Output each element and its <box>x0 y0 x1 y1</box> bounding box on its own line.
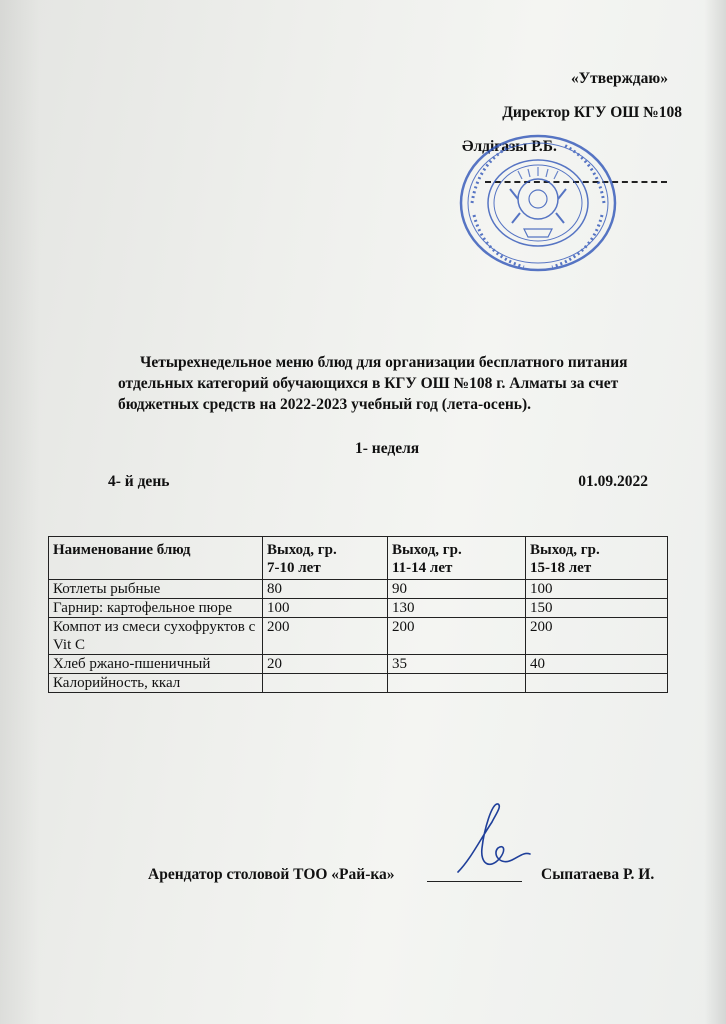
dish-name: Гарнир: картофельное пюре <box>49 599 263 618</box>
director-title: Директор КГУ ОШ №108 <box>502 104 682 121</box>
table-row <box>49 655 668 674</box>
menu-table <box>48 536 668 693</box>
header-cell <box>388 537 526 580</box>
header-line: Выход, гр. <box>267 542 337 558</box>
portion-11-14: 90 <box>388 580 526 599</box>
portion-11-14: 35 <box>388 655 526 674</box>
portion-11-14 <box>388 674 526 693</box>
handwritten-signature-icon <box>450 800 540 880</box>
dish-name: Компот из смеси сухофруктов с Vit C <box>49 618 263 655</box>
portion-7-10 <box>263 674 388 693</box>
lessee-signature-line <box>427 881 522 882</box>
lessee-name: Сыпатаева Р. И. <box>541 866 655 883</box>
header-line: Выход, гр. <box>392 542 462 558</box>
header-age: 11-14 лет <box>392 560 453 576</box>
portion-15-18 <box>526 674 668 693</box>
portion-11-14: 130 <box>388 599 526 618</box>
lessee-label: Арендатор столовой ТОО «Рай-ка» <box>148 866 395 883</box>
week-label: 1- неделя <box>355 440 420 457</box>
table-row <box>49 618 668 655</box>
page-shadow-left <box>0 0 40 1024</box>
portion-15-18: 100 <box>526 580 668 599</box>
header-cell <box>263 537 388 580</box>
portion-15-18: 200 <box>526 618 668 655</box>
date-label: 01.09.2022 <box>578 473 648 490</box>
document-title: Четырехнедельное меню блюд для организации бесплатного питания отдельных категорий обучающихся в КГУ ОШ №108 г. Алматы за счет бюджетных средств на 2022-2023 учебный год (лета-осень). <box>118 354 628 413</box>
table-row <box>49 674 668 693</box>
portion-15-18: 40 <box>526 655 668 674</box>
portion-7-10: 20 <box>263 655 388 674</box>
header-age: 15-18 лет <box>530 560 592 576</box>
table-row <box>49 599 668 618</box>
page-shadow-right <box>704 0 726 1024</box>
official-stamp-icon <box>458 133 618 273</box>
portion-15-18: 150 <box>526 599 668 618</box>
dish-name: Калорийность, ккал <box>49 674 263 693</box>
approval-heading: «Утверждаю» <box>570 70 668 87</box>
dish-name: Котлеты рыбные <box>49 580 263 599</box>
director-name: Әлдіғазы Р.Б. <box>462 138 557 155</box>
dish-name: Хлеб ржано-пшеничный <box>49 655 263 674</box>
portion-7-10: 100 <box>263 599 388 618</box>
day-label: 4- й день <box>108 473 170 490</box>
header-line: Наименование блюд <box>53 542 191 558</box>
portion-7-10: 80 <box>263 580 388 599</box>
portion-11-14: 200 <box>388 618 526 655</box>
header-cell <box>526 537 668 580</box>
header-line: Выход, гр. <box>530 542 600 558</box>
table-header-row <box>49 537 668 580</box>
header-age: 7-10 лет <box>267 560 321 576</box>
header-cell <box>49 537 263 580</box>
portion-7-10: 200 <box>263 618 388 655</box>
table-row <box>49 580 668 599</box>
